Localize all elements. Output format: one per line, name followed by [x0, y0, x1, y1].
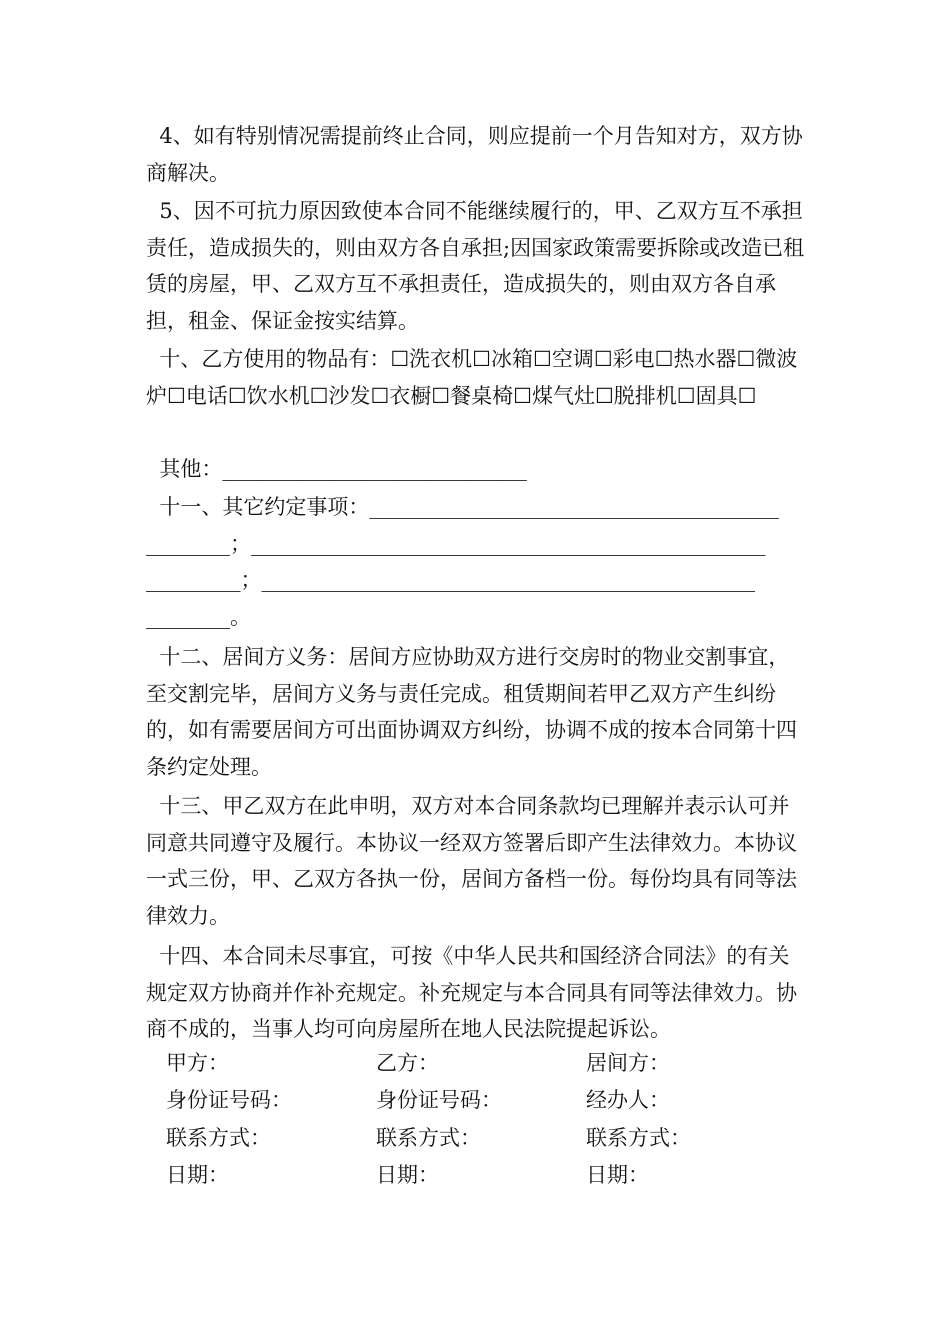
- clause-10-items-checklist: 十、乙方使用的物品有：☐洗衣机☐冰箱☐空调☐彩电☐热水器☐微波炉☐电话☐饮水机☐沙发☐衣橱☐餐桌椅☐煤气灶☐脱排机☐固具☐: [146, 347, 798, 408]
- signature-row-contact: [166, 1118, 806, 1156]
- party-b-id-label: 身份证号码：: [376, 1088, 502, 1113]
- agent-label: 经办人：: [586, 1088, 670, 1113]
- intermediary-label: 居间方：: [586, 1050, 670, 1075]
- clause-14-supplementary: 十四、本合同未尽事宜，可按《中华人民共和国经济合同法》的有关规定双方协商并作补充规定。补充规定与本合同具有同等法律效力。协商不成的，当事人均可向房屋所在地人民法院提起诉讼。: [146, 944, 797, 1041]
- intermediary-contact-label: 联系方式：: [586, 1125, 691, 1150]
- party-b-contact-label: 联系方式：: [376, 1125, 481, 1150]
- clause-4-early-termination: 4、如有特别情况需提前终止合同，则应提前一个月告知对方，双方协商解决。: [146, 124, 803, 185]
- other-items-line: 其他：_____________________________: [146, 457, 527, 481]
- signature-row-party: [166, 1043, 806, 1081]
- signature-block: [166, 1043, 806, 1193]
- party-b-label: 乙方：: [376, 1050, 439, 1075]
- party-a-contact-label: 联系方式：: [166, 1125, 271, 1150]
- clause-12-intermediary-duties: 十二、居间方义务：居间方应协助双方进行交房时的物业交割事宜，至交割完毕，居间方义务与责任完成。租赁期间若甲乙双方产生纠纷的，如有需要居间方可出面协调双方纠纷，协调不成的按本合同第十四条约定处理。: [146, 645, 797, 779]
- clause-5-force-majeure: 5、因不可抗力原因致使本合同不能继续履行的，甲、乙双方互不承担责任，造成损失的，则由双方各自承担;因国家政策需要拆除或改造已租赁的房屋，甲、乙双方互不承担责任，造成损失的，则由双方各自承担，租金、保证金按实结算。: [146, 199, 805, 333]
- signature-row-date: [166, 1156, 806, 1194]
- party-b-date-label: 日期：: [376, 1163, 439, 1188]
- intermediary-date-label: 日期：: [586, 1163, 649, 1188]
- signature-row-id: [166, 1081, 806, 1119]
- party-a-label: 甲方：: [166, 1050, 229, 1075]
- clause-11-other-agreements: 十一、其它约定事项：_______________________________________ ________；_________________________________________________ _________；_______________________________________________ ________。: [146, 495, 779, 629]
- party-a-date-label: 日期：: [166, 1163, 229, 1188]
- party-a-id-label: 身份证号码：: [166, 1088, 292, 1113]
- clause-13-declaration: 十三、甲乙双方在此申明，双方对本合同条款均已理解并表示认可并同意共同遵守及履行。本协议一经双方签署后即产生法律效力。本协议一式三份，甲、乙双方各执一份，居间方备档一份。每份均具有同等法律效力。: [146, 794, 797, 928]
